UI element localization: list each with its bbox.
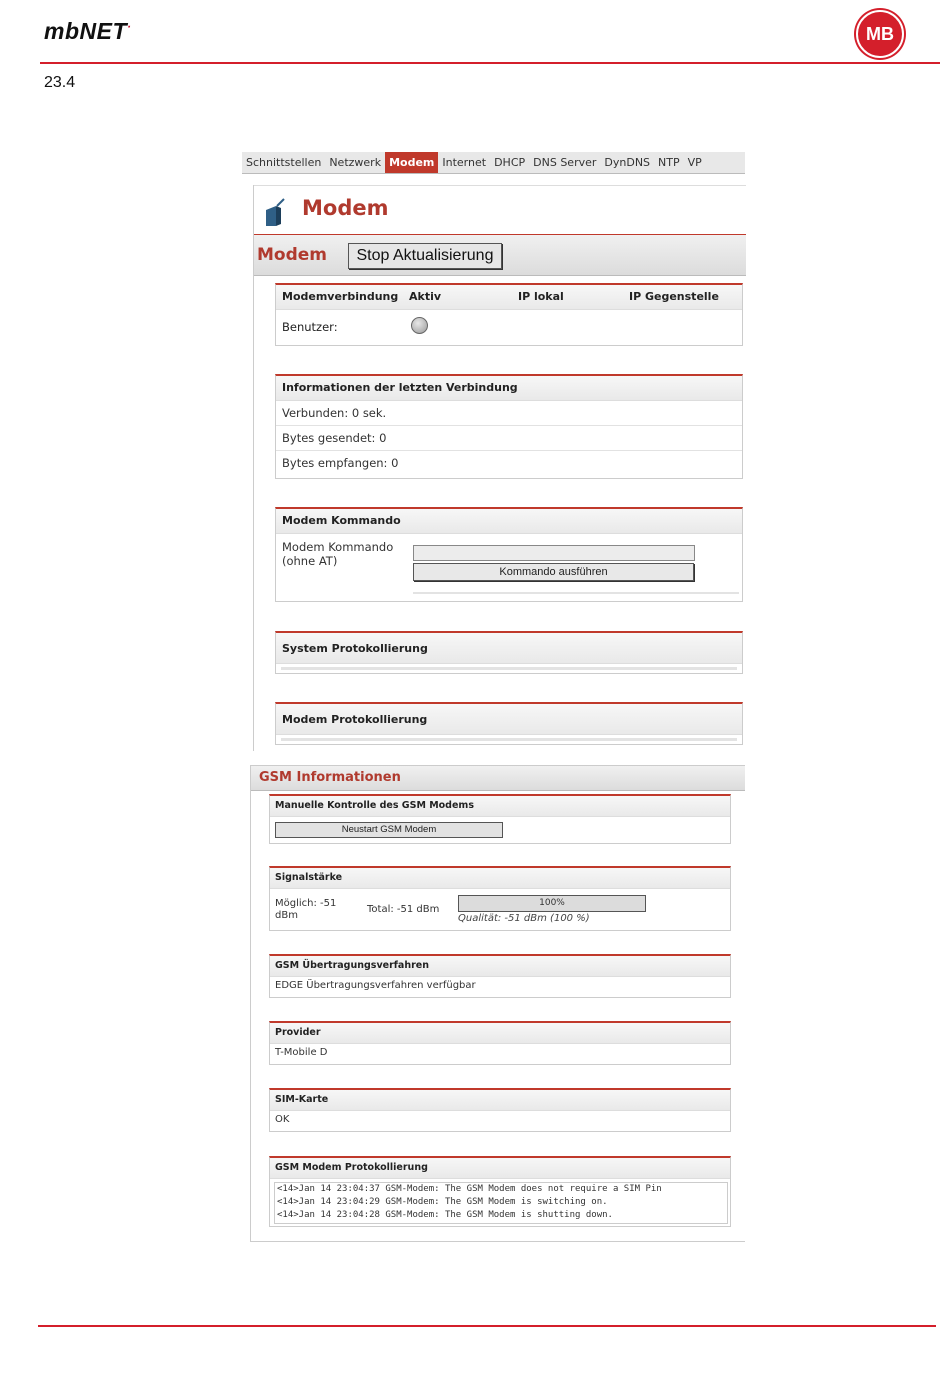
provider-box xyxy=(269,1021,731,1065)
modem-command-title: Modem Kommando xyxy=(276,509,742,534)
sim-title: SIM-Karte xyxy=(270,1090,730,1111)
status-indicator-icon xyxy=(411,317,428,334)
toolbar-label: Modem xyxy=(257,245,328,265)
modem-antenna-icon xyxy=(263,198,289,228)
modem-panel xyxy=(253,185,746,751)
modem-log-title: Modem Protokollierung xyxy=(276,704,742,735)
gsm-log-box xyxy=(269,1156,731,1227)
list-item: Verbunden: 0 sek. xyxy=(276,401,742,426)
header-divider xyxy=(40,62,940,64)
modem-title-row xyxy=(254,185,746,236)
footer-divider xyxy=(38,1325,936,1327)
transfer-box xyxy=(269,954,731,998)
run-command-button[interactable]: Kommando ausführen xyxy=(413,563,694,581)
signal-progress-bar xyxy=(458,895,646,912)
modem-command-box xyxy=(275,507,743,602)
connection-box xyxy=(275,283,743,346)
gsm-title: GSM Informationen xyxy=(259,770,401,785)
last-connection-box xyxy=(275,374,743,479)
system-log-area xyxy=(281,667,737,670)
brand-mark: · xyxy=(127,19,132,34)
col-aktiv: Aktiv xyxy=(409,290,442,303)
col-modemverbindung: Modemverbindung xyxy=(282,290,399,303)
gsm-manual-box xyxy=(269,794,731,844)
log-line: <14>Jan 14 23:04:37 GSM-Modem: The GSM Modem does not require a SIM Pin xyxy=(277,1184,662,1194)
provider-title: Provider xyxy=(270,1023,730,1044)
signal-percent: 100% xyxy=(539,898,565,908)
last-connection-title: Informationen der letzten Verbindung xyxy=(276,376,742,401)
tab-dyndns[interactable]: DynDNS xyxy=(604,156,651,169)
modem-toolbar xyxy=(254,235,746,276)
list-item: Bytes empfangen: 0 xyxy=(282,456,399,470)
tab-schnittstellen[interactable]: Schnittstellen xyxy=(246,156,322,169)
gsm-manual-title: Manuelle Kontrolle des GSM Modems xyxy=(270,796,730,817)
table-row xyxy=(276,310,742,344)
provider-value: T-Mobile D xyxy=(275,1047,328,1058)
modem-command-input[interactable] xyxy=(413,545,695,561)
tab-dhcp[interactable]: DHCP xyxy=(494,156,526,169)
signal-possible: Möglich: -51 dBm xyxy=(275,898,337,921)
sim-value: OK xyxy=(275,1114,290,1125)
tab-modem[interactable]: Modem xyxy=(385,152,438,173)
tab-vp[interactable]: VP xyxy=(687,156,702,169)
sim-box xyxy=(269,1088,731,1132)
section-number: 23.4 xyxy=(44,74,76,91)
tab-internet[interactable]: Internet xyxy=(442,156,487,169)
tab-ntp[interactable]: NTP xyxy=(658,156,680,169)
mbnet-logo xyxy=(44,18,132,45)
mb-badge-logo: MB xyxy=(856,10,904,58)
col-ip-lokal: IP lokal xyxy=(518,290,564,303)
signal-title: Signalstärke xyxy=(270,868,730,889)
gsm-log-title: GSM Modem Protokollierung xyxy=(270,1158,730,1179)
log-line: <14>Jan 14 23:04:28 GSM-Modem: The GSM Modem is shutting down. xyxy=(277,1210,613,1220)
divider xyxy=(413,592,739,594)
list-item: Bytes gesendet: 0 xyxy=(276,426,742,451)
page-title: Modem xyxy=(302,196,389,220)
tab-dns-server[interactable]: DNS Server xyxy=(533,156,597,169)
gsm-header xyxy=(251,765,745,791)
command-label: Modem Kommando (ohne AT) xyxy=(282,540,394,568)
log-line: <14>Jan 14 23:04:29 GSM-Modem: The GSM Modem is switching on. xyxy=(277,1197,608,1207)
signal-total: Total: -51 dBm xyxy=(367,904,440,915)
signal-quality: Qualität: -51 dBm (100 %) xyxy=(458,913,590,924)
system-log-box xyxy=(275,631,743,674)
stop-refresh-button[interactable]: Stop Aktualisierung xyxy=(348,243,502,269)
nav-tabs xyxy=(242,152,745,174)
modem-log-area xyxy=(281,738,737,741)
modem-log-box xyxy=(275,702,743,745)
tab-netzwerk[interactable]: Netzwerk xyxy=(329,156,382,169)
restart-gsm-button[interactable]: Neustart GSM Modem xyxy=(275,822,503,838)
transfer-value: EDGE Übertragungsverfahren verfügbar xyxy=(275,980,476,991)
col-ip-gegenstelle: IP Gegenstelle xyxy=(629,290,719,303)
system-log-title: System Protokollierung xyxy=(276,633,742,664)
signal-box xyxy=(269,866,731,931)
connection-table-header xyxy=(276,285,742,310)
brand-name: mbNET xyxy=(44,18,127,44)
gsm-panel xyxy=(250,765,745,1242)
gsm-log-area[interactable] xyxy=(274,1182,728,1224)
transfer-title: GSM Übertragungsverfahren xyxy=(270,956,730,977)
benutzer-label: Benutzer: xyxy=(282,320,338,334)
